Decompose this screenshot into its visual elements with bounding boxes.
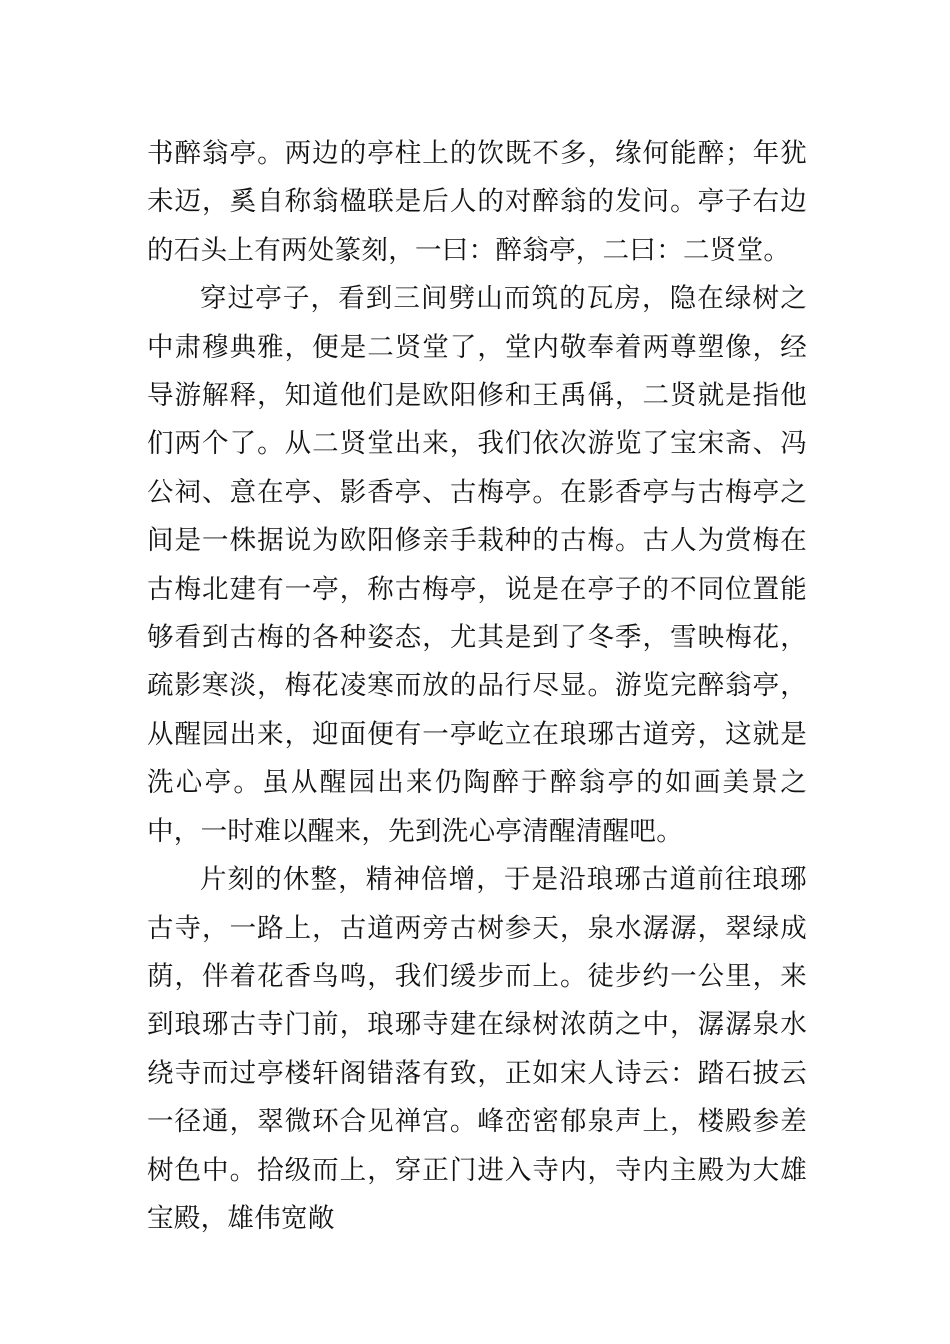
paragraph-2: 穿过亭子，看到三间劈山而筑的瓦房，隐在绿树之中肃穆典雅，便是二贤堂了，堂内敬奉着两尊塑像，经导游解释，知道他们是欧阳修和王禹偁，二贤就是指他们两个了。从二贤堂出来，我们依次游览了宝宋斋、冯公祠、意在亭、影香亭、古梅亭。在影香亭与古梅亭之间是一株据说为欧阳修亲手栽种的古梅。古人为赏梅在古梅北建有一亭，称古梅亭，说是在亭子的不同位置能够看到古梅的各种姿态，尤其是到了冬季，雪映梅花，疏影寒淡，梅花凌寒而放的品行尽显。游览完醉翁亭，从醒园出来，迎面便有一亭屹立在琅琊古道旁，这就是洗心亭。虽从醒园出来仍陶醉于醉翁亭的如画美景之中，一时难以醒来，先到洗心亭清醒清醒吧。: [147, 283, 807, 847]
paragraph-3: 片刻的休整，精神倍增，于是沿琅琊古道前往琅琊古寺，一路上，古道两旁古树参天，泉水潺潺，翠绿成荫，伴着花香鸟鸣，我们缓步而上。徒步约一公里，来到琅琊古寺门前，琅琊寺建在绿树浓荫之中，潺潺泉水绕寺而过亭楼轩阁错落有致，正如宋人诗云：踏石披云一径通，翠微环合见禅宫。峰峦密郁泉声上，楼殿参差树色中。拾级而上，穿正门进入寺内，寺内主殿为大雄宝殿，雄伟宽敞: [147, 864, 807, 1234]
paragraph-1: 书醉翁亭。两边的亭柱上的饮既不多，缘何能醉；年犹未迈，奚自称翁楹联是后人的对醉翁的发问。亭子右边的石头上有两处篆刻，一曰：醉翁亭，二曰：二贤堂。: [147, 138, 807, 266]
document-body: [147, 130, 807, 1243]
